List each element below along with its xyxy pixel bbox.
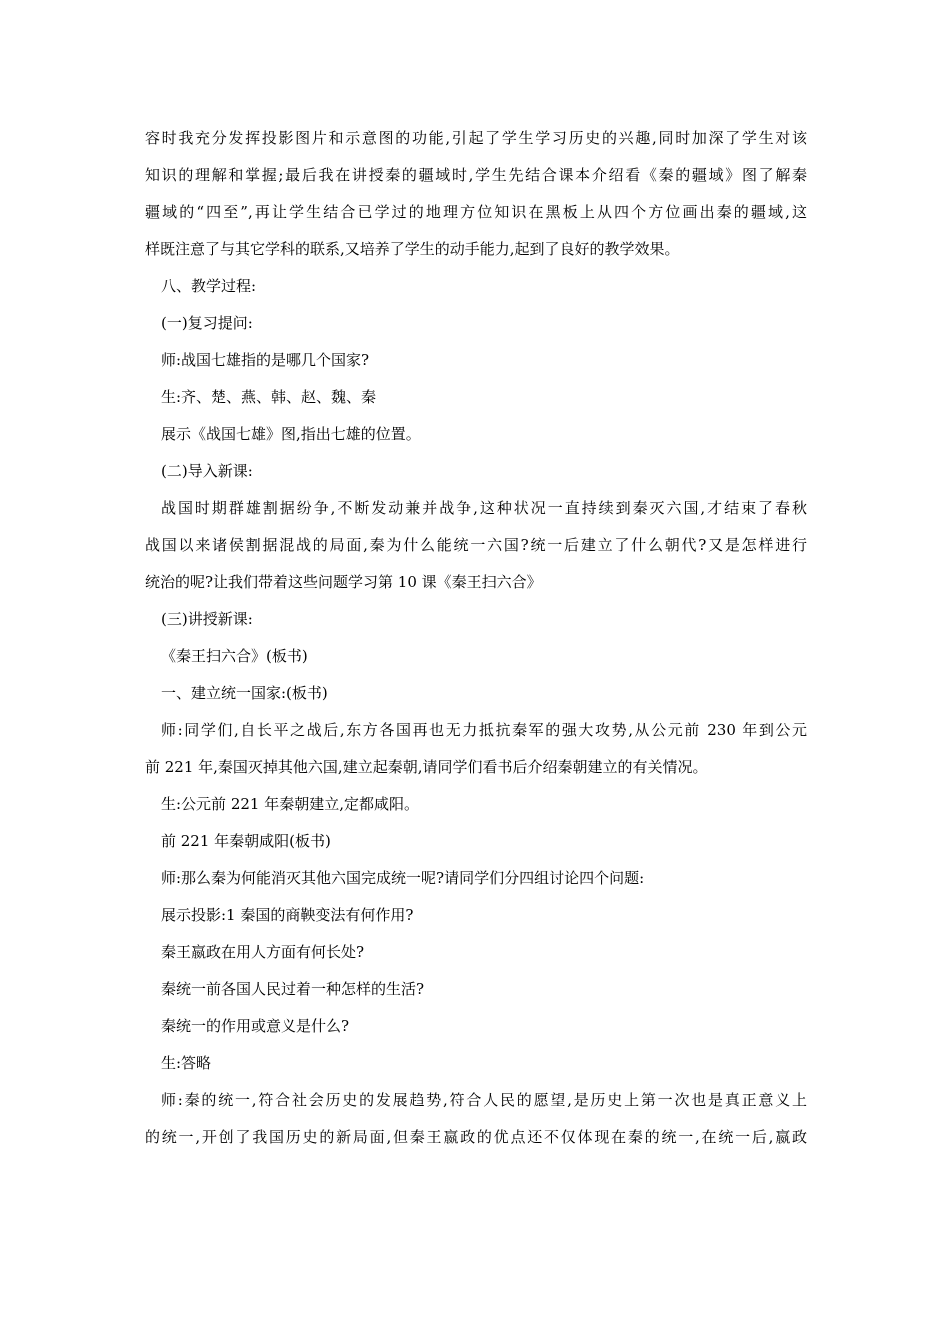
text-line: 统治的呢?让我们带着这些问题学习第 10 课《秦王扫六合》 (145, 573, 542, 591)
text-line: 战国以来诸侯割据混战的局面,秦为什么能统一六国?统一后建立了什么朝代?又是怎样进行 (145, 536, 807, 554)
text-line: 秦王嬴政在用人方面有何长处? (161, 943, 365, 961)
text-line: 展示投影:1 秦国的商鞅变法有何作用? (161, 906, 414, 924)
text-line: 前 221 年秦朝咸阳(板书) (161, 832, 331, 850)
text-line: 战国时期群雄割据纷争,不断发动兼并战争,这种状况一直持续到秦灭六国,才结束了春秋 (161, 499, 807, 517)
text-line: 师:战国七雄指的是哪几个国家? (161, 351, 370, 369)
text-line: 一、建立统一国家:(板书) (161, 684, 328, 702)
text-line: 容时我充分发挥投影图片和示意图的功能,引起了学生学习历史的兴趣,同时加深了学生对该 (145, 129, 807, 147)
text-line: 的统一,开创了我国历史的新局面,但秦王嬴政的优点还不仅体现在秦的统一,在统一后,嬴政 (145, 1128, 807, 1146)
text-line: (一)复习提问: (161, 314, 253, 332)
text-line: 知识的理解和掌握;最后我在讲授秦的疆域时,学生先结合课本介绍看《秦的疆域》图了解秦 (145, 166, 807, 184)
text-line: 秦统一前各国人民过着一种怎样的生活? (161, 980, 425, 998)
text-line: 疆域的“四至”,再让学生结合已学过的地理方位知识在黑板上从四个方位画出秦的疆域,这 (145, 203, 807, 221)
text-line: (三)讲授新课: (161, 610, 253, 628)
text-line: 师:同学们,自长平之战后,东方各国再也无力抵抗秦军的强大攻势,从公元前 230 年到公元 (161, 721, 807, 739)
text-line: 展示《战国七雄》图,指出七雄的位置。 (161, 425, 421, 443)
text-line: 生:公元前 221 年秦朝建立,定都咸阳。 (161, 795, 419, 813)
text-line: 《秦王扫六合》(板书) (161, 647, 308, 665)
text-line: 秦统一的作用或意义是什么? (161, 1017, 350, 1035)
text-line: 样既注意了与其它学科的联系,又培养了学生的动手能力,起到了良好的教学效果。 (145, 240, 680, 258)
text-line: 前 221 年,秦国灭掉其他六国,建立起秦朝,请同学们看书后介绍秦朝建立的有关情况。 (145, 758, 708, 776)
document-page (145, 120, 807, 1156)
text-line: 师:那么秦为何能消灭其他六国完成统一呢?请同学们分四组讨论四个问题: (161, 869, 645, 887)
text-line: 师:秦的统一,符合社会历史的发展趋势,符合人民的愿望,是历史上第一次也是真正意义上 (161, 1091, 807, 1109)
text-line: 八、教学过程: (161, 277, 257, 295)
text-line: 生:答略 (161, 1054, 212, 1072)
text-line: (二)导入新课: (161, 462, 253, 480)
text-line: 生:齐、楚、燕、韩、赵、魏、秦 (161, 388, 377, 406)
